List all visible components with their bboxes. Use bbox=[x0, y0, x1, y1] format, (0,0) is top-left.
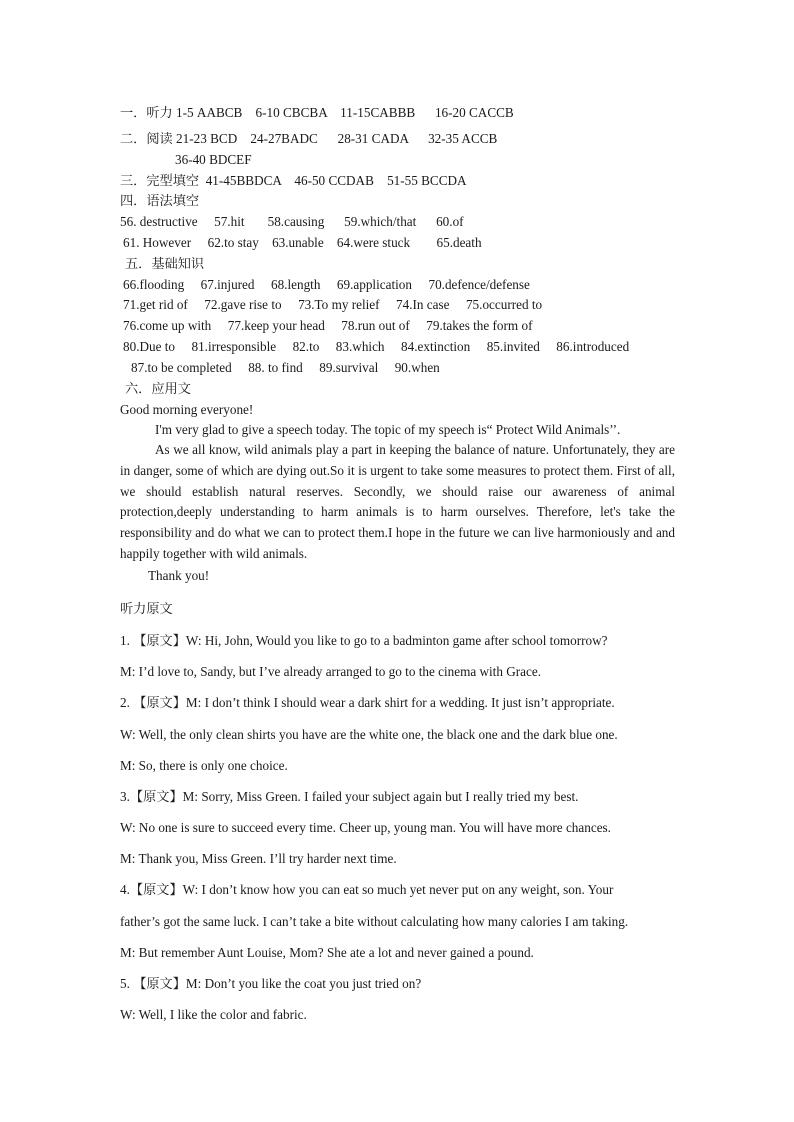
grammar-section-title: 四．语法填空 bbox=[120, 193, 200, 208]
basic-knowledge-title: 五．基础知识 bbox=[125, 256, 205, 271]
reading-answers-cont: 36-40 BDCEF bbox=[175, 152, 252, 167]
essay-closing: Thank you! bbox=[148, 568, 210, 583]
transcript-line: 4.【原文】W: I don’t know how you can eat so much yet never put on any weight, son. Your bbox=[120, 882, 614, 897]
basic-answers-line: 87.to be completed 88. to find 89.survival 90.when bbox=[131, 360, 440, 375]
essay-body: As we all know, wild animals play a part in keeping the balance of nature. Unfortunately, they are in danger, some of which are dying out.So it is urgent to take some measures to protect them. First of all, we should establish natural reserves. Secondly, we should raise our awareness of animal protection,deeply understanding to harm animals is to harm ourselves. Therefore, let's take the responsibility and do what we can to protect them.I hope in the future we can live harmoniously and and happily together with wild animals. bbox=[120, 442, 675, 561]
basic-answers-line: 76.come up with 77.keep your head 78.run out of 79.takes the form of bbox=[123, 318, 533, 333]
grammar-answers-line: 61. However 62.to stay 63.unable 64.were stuck 65.death bbox=[123, 235, 482, 250]
transcript-line: M: Thank you, Miss Green. I’ll try harder next time. bbox=[120, 851, 397, 866]
transcript-line: M: But remember Aunt Louise, Mom? She ate a lot and never gained a pound. bbox=[120, 945, 534, 960]
writing-section-title: 六．应用文 bbox=[125, 381, 191, 396]
listening-answers: 一．听力 1-5 AABCB 6-10 CBCBA 11-15CABBB 16-20 CACCB bbox=[120, 105, 514, 120]
essay-greeting: Good morning everyone! bbox=[120, 402, 254, 417]
transcript-line: W: No one is sure to succeed every time. Cheer up, young man. You will have more chances. bbox=[120, 820, 611, 835]
cloze-answers: 三．完型填空 41-45BBDCA 46-50 CCDAB 51-55 BCCDA bbox=[120, 173, 467, 188]
basic-answers-line: 80.Due to 81.irresponsible 82.to 83.which 84.extinction 85.invited 86.introduced bbox=[123, 339, 630, 354]
transcript-line: father’s got the same luck. I can’t take a bite without calculating how many calories I am taking. bbox=[120, 914, 629, 929]
reading-answers: 二．阅读 21-23 BCD 24-27BADC 28-31 CADA 32-35 ACCB bbox=[120, 131, 498, 146]
transcript-title: 听力原文 bbox=[120, 601, 173, 616]
transcript-line: 2. 【原文】M: I don’t think I should wear a dark shirt for a wedding. It just isn’t appropriate. bbox=[120, 695, 615, 710]
grammar-answers-line: 56. destructive 57.hit 58.causing 59.which/that 60.of bbox=[120, 214, 464, 229]
transcript-line: 3.【原文】M: Sorry, Miss Green. I failed your subject again but I really tried my best. bbox=[120, 789, 579, 804]
transcript-line: 1. 【原文】W: Hi, John, Would you like to go to a badminton game after school tomorrow? bbox=[120, 633, 608, 648]
transcript-line: W: Well, I like the color and fabric. bbox=[120, 1007, 307, 1022]
transcript-line: W: Well, the only clean shirts you have are the white one, the black one and the dark blue one. bbox=[120, 727, 618, 742]
basic-answers-line: 66.flooding 67.injured 68.length 69.application 70.defence/defense bbox=[123, 277, 530, 292]
transcript-line: M: I’d love to, Sandy, but I’ve already arranged to go to the cinema with Grace. bbox=[120, 664, 542, 679]
transcript-line: M: So, there is only one choice. bbox=[120, 758, 288, 773]
basic-answers-line: 71.get rid of 72.gave rise to 73.To my relief 74.In case 75.occurred to bbox=[123, 297, 543, 312]
transcript-line: 5. 【原文】M: Don’t you like the coat you just tried on? bbox=[120, 976, 422, 991]
essay-intro: I'm very glad to give a speech today. The topic of my speech is“ Protect Wild Animals’’. bbox=[155, 422, 621, 437]
